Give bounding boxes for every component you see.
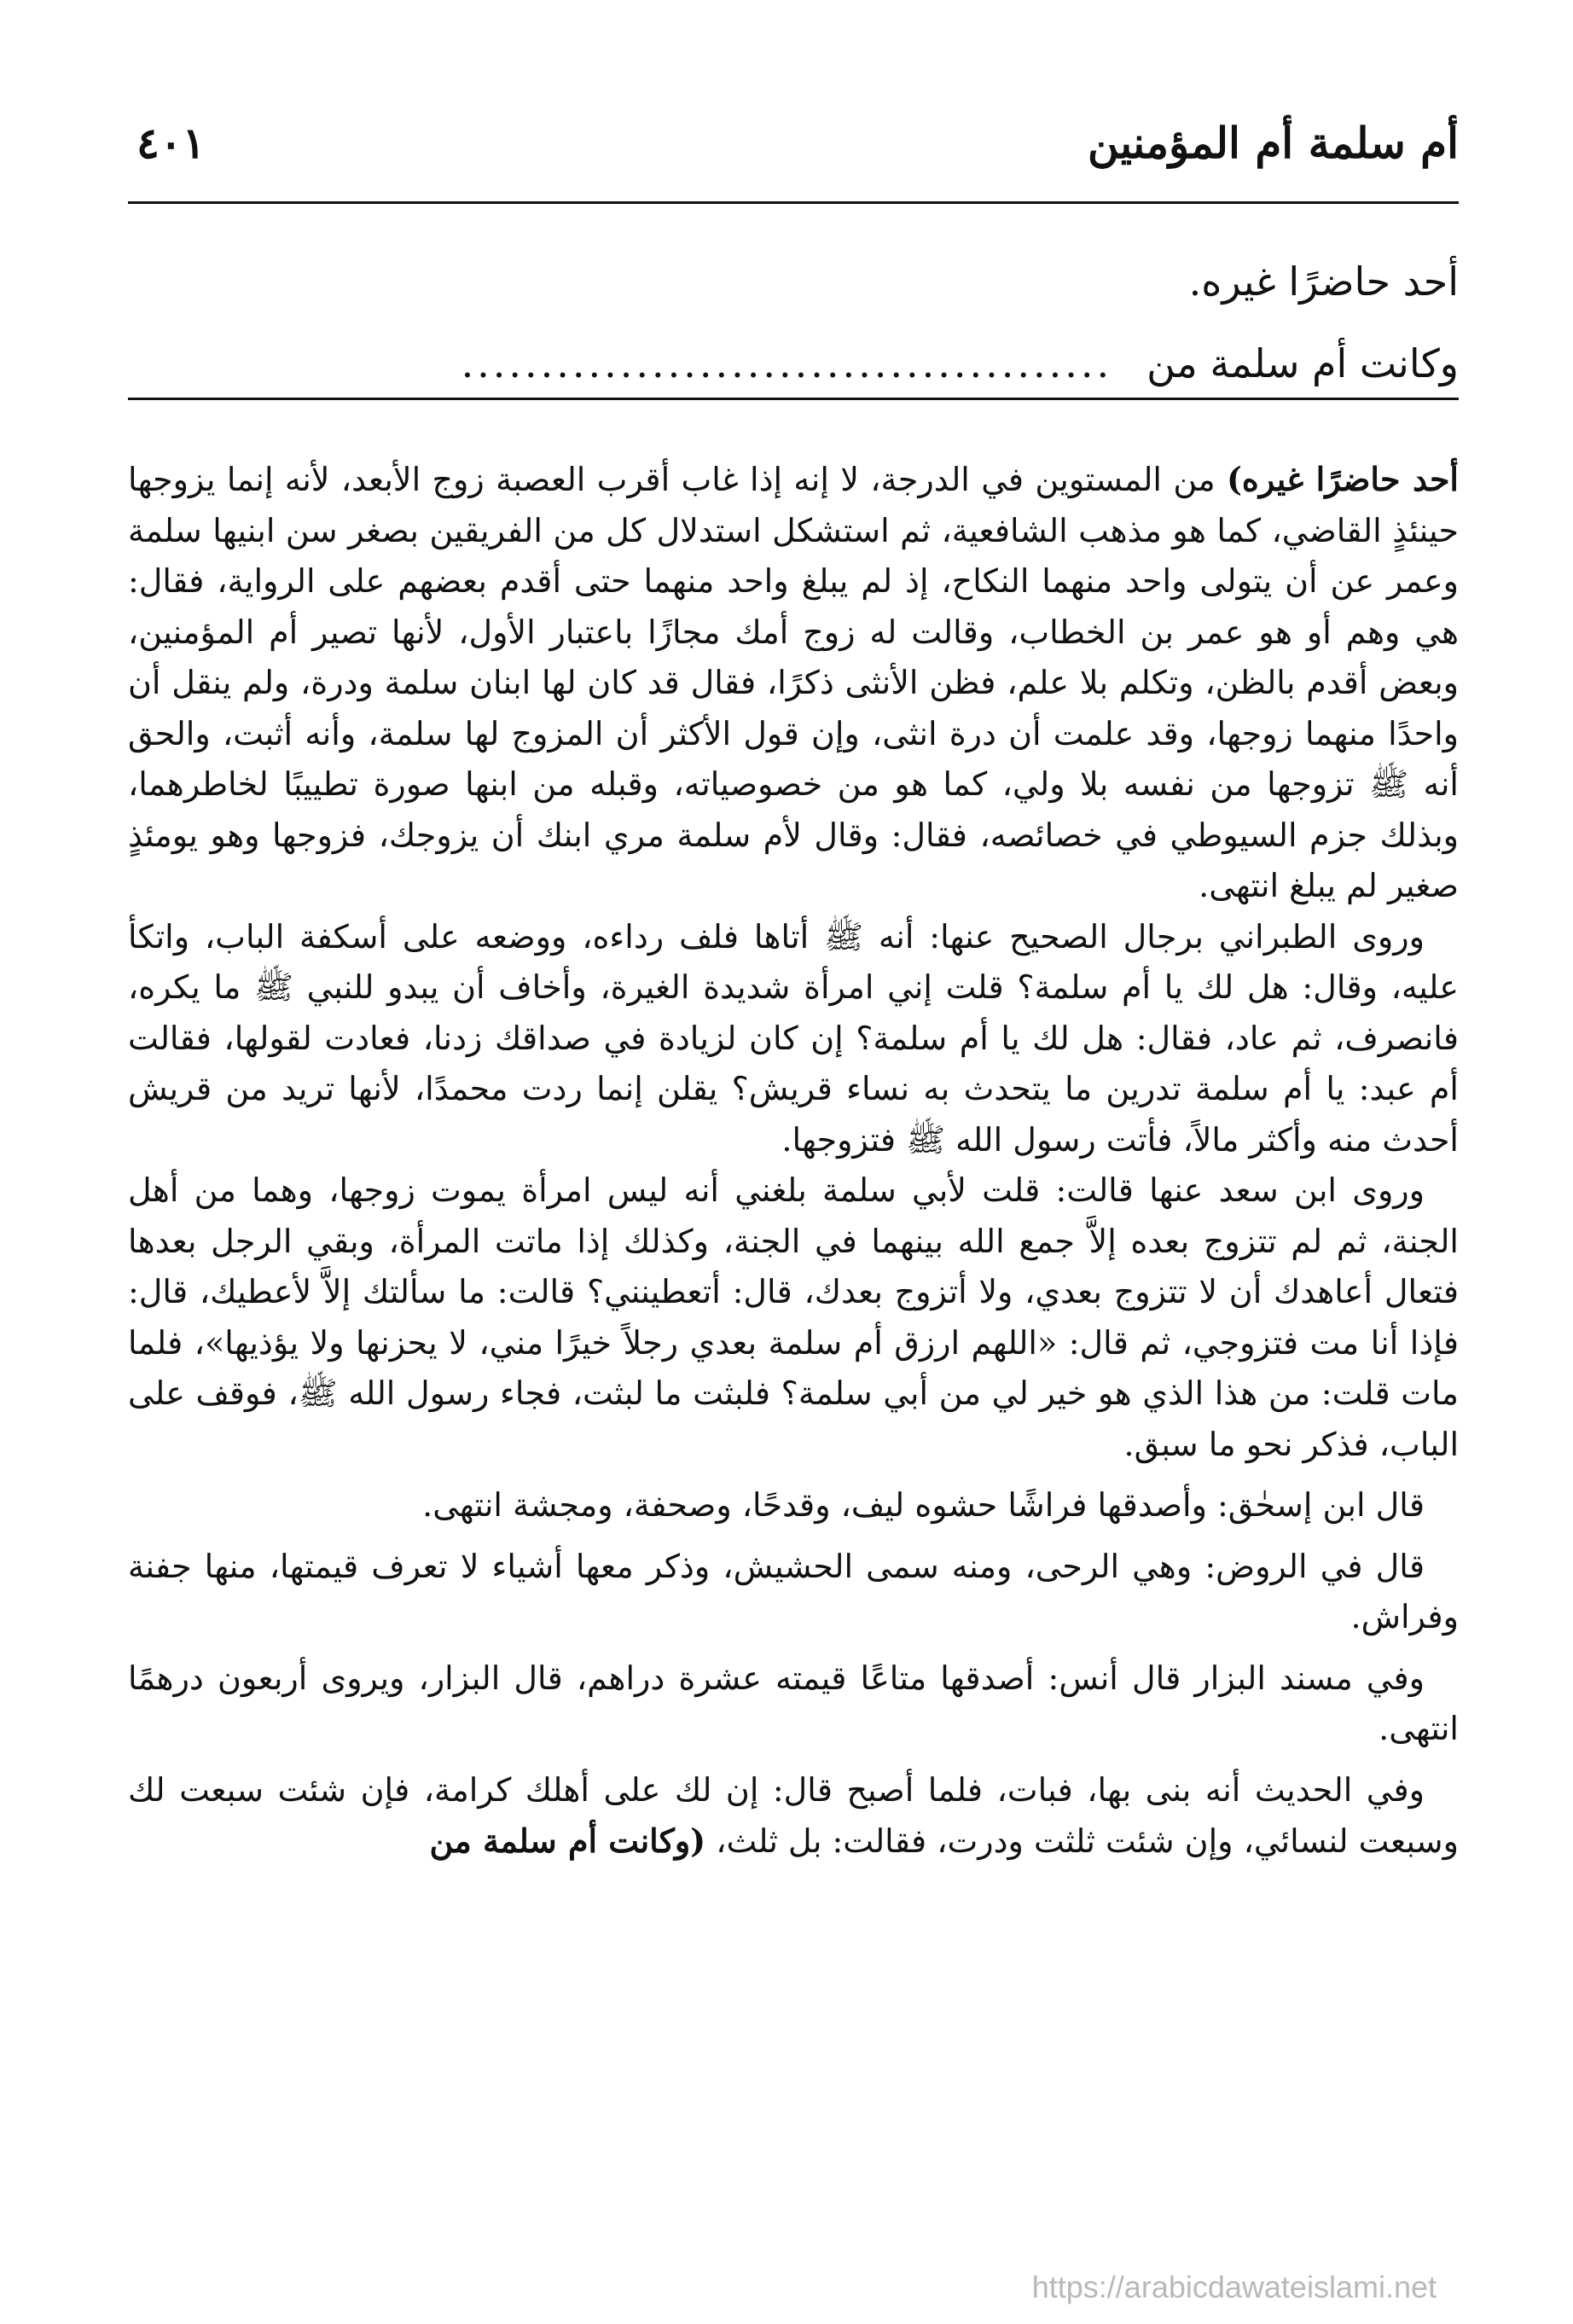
commentary-text-1: من المستوين في الدرجة، لا إنه إذا غاب أقرب العصبة زوج الأبعد، لأنه إنما يزوجها حينئذٍ القاضي، كما هو مذهب الشافعية، ثم استشكل استدلال كل من الفريقين بصغر سن ابنيها سلمة وعمر عن أن يتولى واحد منهما النكاح، إذ لم يبلغ واحد منهما حتى أقدم بعضهم على الرواية، فقال: هي وهم أو هو عمر بن الخطاب، وقالت له زوج أمك مجازًا باعتبار الأول، لأنها تصير أم المؤمنين، وبعض أقدم بالظن، وتكلم بلا علم، فظن الأنثى ذكرًا، فقال قد كان لها ابنان سلمة ودرة، ولم ينقل أن واحدًا منهما زوجها، وقد علمت أن درة انثى، وإن قول الأكثر أن المزوج لها سلمة، وأنه أثبت، والحق أنه ﷺ تزوجها من نفسه بلا ولي، كما هو من خصوصياته، وقبله من ابنها صورة تطييبًا لخاطرهما، وبذلك جزم السيوطي في خصائصه، فقال: وقال لأم سلمة مري ابنك أن يزوجك، فزوجها وهو يومئذٍ صغير لم يبلغ انتهى. (128, 461, 1459, 904)
commentary-body (128, 454, 1459, 1868)
commentary-paragraph-3: وروى ابن سعد عنها قالت: قلت لأبي سلمة بلغني أنه ليس امرأة يموت زوجها، وهما من أهل الجنة، ثم لم تتزوج بعده إلاَّ جمع الله بينهما في الجنة، وكذلك إذا ماتت المرأة، وبقي الرجل بعدها فتعال أعاهدك أن لا تتزوج بعدي، ولا أتزوج بعدك، قال: أتعطينني؟ قالت: ما سألتك إلاَّ لأعطيك، قال: فإذا أنا مت فتزوجي، ثم قال: «اللهم ارزق أم سلمة بعدي رجلاً خيرًا مني، لا يحزنها ولا يؤذيها»، فلما مات قلت: من هذا الذي هو خير لي من أبي سلمة؟ فلبثت ما لبثت، فجاء رسول الله ﷺ، فوقف على الباب، فذكر نحو ما سبق. (128, 1171, 1459, 1463)
commentary-paragraph-4: قال ابن إسحٰق: وأصدقها فراشًا حشوه ليف، وقدحًا، وصحفة، ومجشة انتهى. (422, 1486, 1425, 1524)
matn-text-1: أحد حاضرًا غيره. (1188, 259, 1459, 305)
commentary-paragraph-1 (128, 454, 1459, 912)
matn-line-1 (128, 247, 1459, 316)
matn-text-2: وكانت أم سلمة من (1146, 340, 1459, 386)
page-header (128, 109, 1459, 186)
matn-dots: ......................................... (461, 340, 1113, 386)
header-rule (128, 201, 1459, 204)
commentary-text-7: وفي الحديث أنه بنى بها، فبات، فلما أصبح قال: إن لك على أهلك كرامة، فإن شئت سبعت لك وسبعت لنسائي، وإن شئت ثلثت ودرت، فقالت: بل ثلث، (128, 1770, 1459, 1860)
running-title: أم سلمة أم المؤمنين (1088, 118, 1459, 168)
quoted-matn-bold: أحد حاضرًا غيره) (1226, 460, 1459, 498)
commentary-paragraph-7 (128, 1765, 1459, 1868)
page-number: ٤٠١ (136, 118, 206, 168)
matn-commentary-divider (128, 398, 1459, 400)
commentary-paragraph-5: قال في الروض: وهي الرحى، ومنه سمى الحشيش، وذكر معها أشياء لا تعرف قيمتها، منها جفنة وفراش. (128, 1547, 1459, 1636)
matn-line-2 (128, 329, 1459, 398)
quoted-matn-bold-end: (وكانت أم سلمة من (429, 1821, 706, 1860)
commentary-paragraph-2: وروى الطبراني برجال الصحيح عنها: أنه ﷺ أتاها فلف رداءه، ووضعه على أسكفة الباب، واتكأ عليه، وقال: هل لك يا أم سلمة؟ قلت إني امرأة شديدة الغيرة، وأخاف أن يبدو للنبي ﷺ ما يكره، فانصرف، ثم عاد، فقال: هل لك يا أم سلمة؟ إن كان لزيادة في صداقك زدنا، فعادت لقولها، فقالت أم عبد: يا أم سلمة تدرين ما يتحدث به نساء قريش؟ يقلن إنما ردت محمدًا، لأنها تريد من قريش أحدث منه وأكثر مالاً، فأتت رسول الله ﷺ فتزوجها. (128, 917, 1459, 1159)
commentary-paragraph-6: وفي مسند البزار قال أنس: أصدقها متاعًا قيمته عشرة دراهم، قال البزار، ويروى أربعون درهمًا انتهى. (128, 1659, 1459, 1747)
source-watermark: https://arabicdawateislami.net (1031, 2269, 1437, 2304)
